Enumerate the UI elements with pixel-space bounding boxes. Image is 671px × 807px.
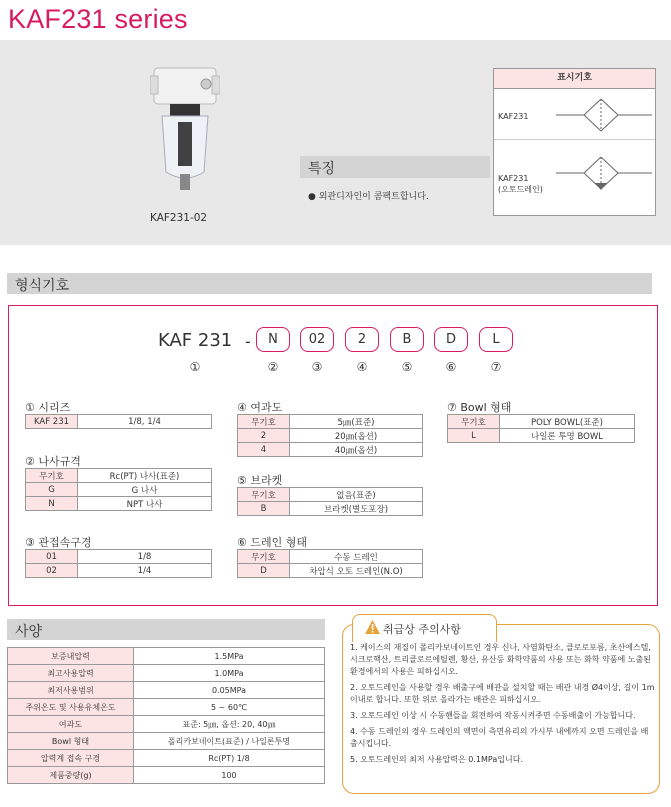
table-cell: 1.5MPa	[134, 648, 325, 665]
caution-item: 3. 오토드레인 이상 시 수동핸들을 회전하여 작동시켜주면 수동배출이 가능합니다.	[350, 711, 636, 720]
index-number: ⑤	[401, 360, 413, 374]
table-cell: 차압식 오토 드레인(N.O)	[290, 564, 423, 578]
table-cell: 표준: 5㎛, 옵션: 20, 40㎛	[134, 716, 325, 733]
table-cell: 5㎛(표준)	[290, 415, 423, 429]
table-cell: D	[238, 564, 290, 578]
table-cell: 주위온도 및 사용유체온도	[8, 699, 134, 716]
product-image	[150, 62, 220, 202]
table-cell: 01	[26, 550, 78, 564]
table-cell: 1/4	[78, 564, 212, 578]
index-number: ②	[267, 360, 279, 374]
product-label: KAF231-02	[150, 212, 208, 224]
symbol-label-standard: KAF231	[498, 112, 529, 121]
table-row	[8, 665, 325, 682]
table-cell: 압력계 접속 구경	[8, 750, 134, 767]
table-cell: 제품중량(g)	[8, 767, 134, 784]
caution-item: 1. 케이스의 재질이 폴리카보네이트인 경우 신나, 사염화탄소, 클로로포름, 초산에스텔, 시크로핵산, 트리클로르에틸렌, 황산, 유산등 화학약품의 사용 또는 화학 약품에 노출된 환경에서의 사용은 피하십시오.	[350, 643, 651, 676]
model-section-heading: 형식기호	[7, 273, 652, 294]
index-number: ④	[356, 360, 368, 374]
group-bracket-title: ⑤ 브라켓	[237, 474, 283, 487]
series-table	[25, 414, 212, 429]
table-cell: 브라켓(별도포장)	[290, 502, 423, 516]
table-row	[8, 767, 325, 784]
table-row	[8, 648, 325, 665]
bracket-table	[237, 487, 423, 516]
index-number: ③	[311, 360, 323, 374]
table-row	[238, 443, 423, 457]
port-table	[25, 549, 212, 578]
table-cell: 100	[134, 767, 325, 784]
code-pill-port: 02	[300, 327, 334, 352]
code-pill-bowl: L	[479, 327, 513, 352]
group-thread-title: ② 나사규격	[25, 455, 81, 468]
group-port-title: ③ 관접속구경	[25, 536, 92, 549]
symbol-label-auto-drain: KAF231 (오토드레인)	[498, 174, 543, 194]
table-cell: N	[26, 497, 78, 511]
table-cell: 4	[238, 443, 290, 457]
code-pill-drain: D	[434, 327, 468, 352]
table-cell: L	[448, 429, 500, 443]
thread-table	[25, 468, 212, 511]
table-cell: G 나사	[78, 483, 212, 497]
table-row	[8, 682, 325, 699]
group-series-title: ① 시리즈	[25, 401, 71, 414]
table-cell: 2	[238, 429, 290, 443]
table-row	[8, 699, 325, 716]
model-code-dash: -	[245, 332, 251, 351]
table-cell: Rc(PT) 1/8	[134, 750, 325, 767]
table-cell: Bowl 형태	[8, 733, 134, 750]
table-cell: 수동 드레인	[290, 550, 423, 564]
caution-item: 4. 수동 드레인의 경우 드레인의 액면이 측면유리의 가시부 내에까지 오면 드레인을 배출시킵니다.	[350, 727, 649, 748]
table-cell: 20㎛(옵션)	[290, 429, 423, 443]
table-row	[448, 415, 635, 429]
code-pill-filter: 2	[345, 327, 379, 352]
feature-item: ● 외관디자인이 콤팩트합니다.	[308, 192, 429, 202]
table-row	[26, 550, 212, 564]
table-cell: 최저사용범위	[8, 682, 134, 699]
table-cell: 02	[26, 564, 78, 578]
table-cell: 무기호	[238, 550, 290, 564]
table-cell: Rc(PT) 나사(표준)	[78, 469, 212, 483]
bowl-table	[447, 414, 635, 443]
caution-item: 5. 오토드레인의 최저 사용압력은 0.1MPa입니다.	[350, 755, 523, 764]
table-cell: 무기호	[448, 415, 500, 429]
table-cell: 최고사용압력	[8, 665, 134, 682]
table-cell: 0.05MPa	[134, 682, 325, 699]
group-drain-title: ⑥ 드레인 형태	[237, 536, 307, 549]
caution-heading	[352, 614, 497, 642]
table-row	[26, 564, 212, 578]
model-code-prefix: KAF 231	[158, 330, 233, 351]
table-cell: NPT 나사	[78, 497, 212, 511]
features-heading: 특징	[300, 156, 490, 178]
filter-symbol-icon	[556, 99, 652, 135]
table-cell: POLY BOWL(표준)	[500, 415, 635, 429]
caution-heading-text: 취급상 주의사항	[383, 623, 461, 636]
table-row	[238, 415, 423, 429]
table-row	[8, 750, 325, 767]
table-cell: 무기호	[26, 469, 78, 483]
table-cell: 여과도	[8, 716, 134, 733]
spec-table	[7, 647, 325, 784]
drain-table	[237, 549, 423, 578]
table-row	[238, 429, 423, 443]
table-cell: 보증내압력	[8, 648, 134, 665]
table-cell: 폴리카보네이트(표준) / 나일론투명	[134, 733, 325, 750]
table-row	[238, 488, 423, 502]
table-cell: 40㎛(옵션)	[290, 443, 423, 457]
table-cell: 없음(표준)	[290, 488, 423, 502]
caution-list	[350, 642, 655, 770]
warning-icon	[365, 620, 380, 634]
group-bowl-title: ⑦ Bowl 형태	[447, 401, 512, 414]
spec-section-heading: 사양	[7, 619, 325, 640]
table-row	[8, 716, 325, 733]
table-cell: G	[26, 483, 78, 497]
table-row	[238, 564, 423, 578]
symbol-heading: 표시기호	[494, 69, 655, 89]
caution-item: 2. 오토드레인을 사용할 경우 배출구에 배관을 설치할 때는 배관 내경 Ø4이상, 길이 1m 이내로 합니다. 또한 위로 올라가는 배관은 피하십시오.	[350, 683, 655, 704]
table-row	[26, 497, 212, 511]
table-row	[238, 502, 423, 516]
table-cell: 1.0MPa	[134, 665, 325, 682]
table-row	[26, 415, 212, 429]
table-cell: 1/8	[78, 550, 212, 564]
index-number: ①	[189, 360, 201, 374]
symbol-box	[493, 68, 656, 216]
index-number: ⑦	[490, 360, 502, 374]
page-title: KAF231 series	[8, 4, 188, 34]
symbol-divider	[494, 139, 655, 140]
code-pill-bracket: B	[390, 327, 424, 352]
table-cell: KAF 231	[26, 415, 78, 429]
table-row	[26, 483, 212, 497]
table-cell: B	[238, 502, 290, 516]
table-row	[8, 733, 325, 750]
code-pill-thread: N	[256, 327, 290, 352]
table-cell: 5 ~ 60℃	[134, 699, 325, 716]
filter-table	[237, 414, 423, 457]
table-row	[26, 469, 212, 483]
index-number: ⑥	[445, 360, 457, 374]
table-cell: 무기호	[238, 488, 290, 502]
table-row	[238, 550, 423, 564]
table-cell: 나일론 투명 BOWL	[500, 429, 635, 443]
table-cell: 1/8, 1/4	[78, 415, 212, 429]
group-filter-title: ④ 여과도	[237, 401, 283, 414]
table-cell: 무기호	[238, 415, 290, 429]
table-row	[448, 429, 635, 443]
filter-auto-drain-symbol-icon	[556, 157, 652, 197]
